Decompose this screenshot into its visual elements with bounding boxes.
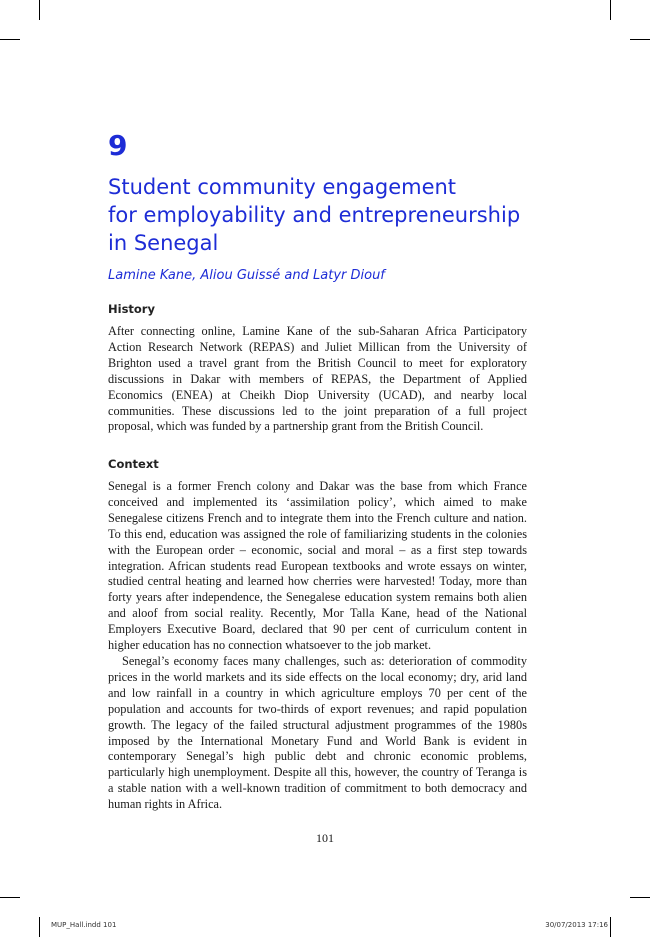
paragraph: After connecting online, Lamine Kane of the sub-Saharan Africa Participatory Action Research Network (REPAS) and Juliet Millican from the University of Brighton used a travel grant from the British Council to meet for exploratory discussions in Dakar with members of REPAS, the Department of Applied Economics (ENEA) at Cheikh Diop University (UCAD), and nearby local communities. These discussions led to the joint preparation of a full project proposal, which was funded by a partnership grant from the British Council. bbox=[108, 324, 527, 434]
chapter-title-line: for employability and entrepreneurship bbox=[108, 203, 521, 227]
section-heading-history: History bbox=[108, 302, 155, 316]
chapter-number: 9 bbox=[108, 129, 128, 162]
crop-mark bbox=[630, 39, 650, 40]
crop-mark bbox=[630, 897, 650, 898]
crop-mark bbox=[0, 39, 20, 40]
slug-file: MUP_Hall.indd 101 bbox=[51, 921, 117, 929]
section-heading-context: Context bbox=[108, 457, 159, 471]
chapter-title-line: in Senegal bbox=[108, 231, 219, 255]
paragraph: Senegal is a former French colony and Dakar was the base from which France conceived and implemented its ‘assimilation policy’, which aimed to make Senegalese citizens French and to integrate them into the French culture and nation. To this end, education was assigned the role of familiarizing students in the colonies with the European order – economic, social and moral – as a first step towards integration. African students read European textbooks and wrote essays on winter, studied central heating and learned how cherries were harvested! Today, more than forty years after independence, the Senegalese education system remains both alien and aloof from social reality. Recently, Mor Talla Kane, head of the National Employers Executive Board, declared that 90 per cent of curriculum content in higher education has no connection whatsoever to the job market. bbox=[108, 479, 527, 653]
history-body bbox=[108, 324, 527, 435]
page-number: 101 bbox=[316, 831, 334, 845]
context-body bbox=[108, 479, 527, 813]
crop-mark bbox=[39, 0, 40, 20]
crop-mark bbox=[39, 917, 40, 937]
crop-mark bbox=[610, 0, 611, 20]
crop-mark bbox=[610, 917, 611, 937]
slug-datetime: 30/07/2013 17:16 bbox=[545, 921, 608, 929]
chapter-title-line: Student community engagement bbox=[108, 175, 457, 199]
chapter-title bbox=[108, 173, 548, 257]
paragraph: Senegal’s economy faces many challenges, such as: deterioration of commodity prices in the world markets and its side effects on the local economy; dry, arid land and low rainfall in a country in which agriculture employs 70 per cent of the population and accounts for two-thirds of export revenues; and rapid population growth. The legacy of the failed structural adjustment programmes of the 1980s imposed by the International Monetary Fund and World Bank is evident in contemporary Senegal’s high public debt and chronic economic problems, particularly high unemployment. Despite all this, however, the country of Teranga is a stable nation with a well-known tradition of commitment to both democracy and human rights in Africa. bbox=[108, 653, 527, 812]
chapter-authors: Lamine Kane, Aliou Guissé and Latyr Diouf bbox=[108, 268, 385, 283]
crop-mark bbox=[0, 897, 20, 898]
